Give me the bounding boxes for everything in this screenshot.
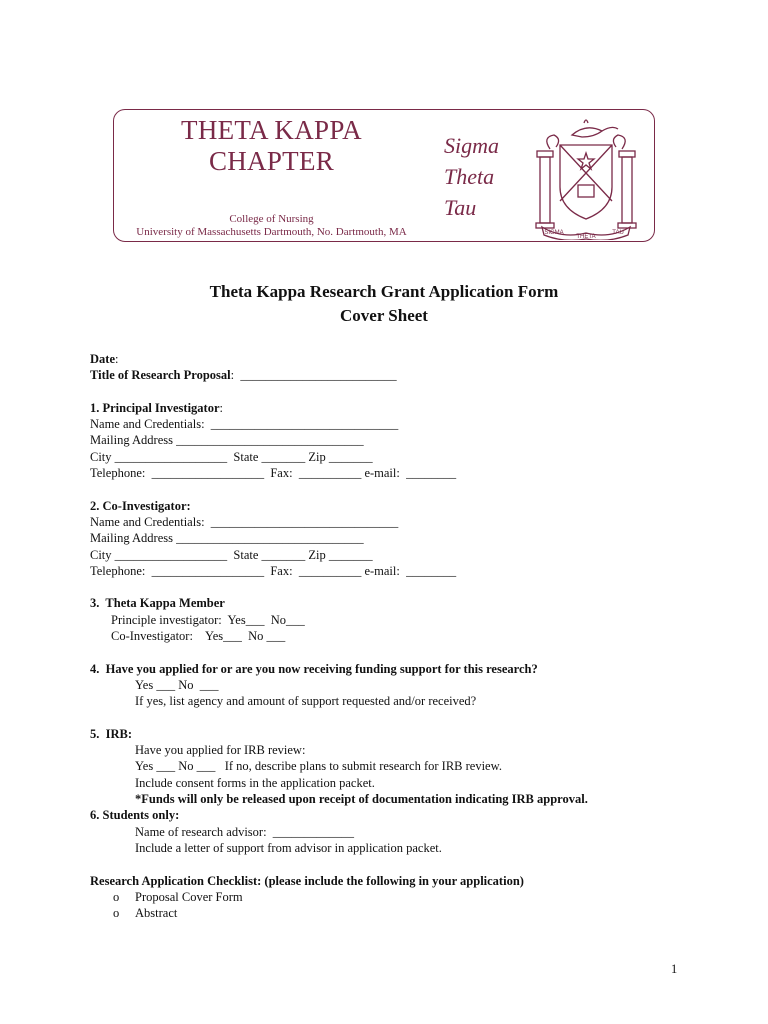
proposal-title-field: : _________________________: [230, 368, 397, 383]
section5-heading: 5. IRB:: [90, 726, 133, 741]
crest-label-sigma: SIGMA: [544, 230, 564, 236]
chapter-name-line1: THETA KAPPA: [181, 115, 362, 145]
funding-yesno-field: Yes ___ No ___: [135, 677, 219, 692]
funding-ifyes-text: If yes, list agency and amount of support requested and/or received?: [135, 694, 477, 709]
proposal-title-label: Title of Research Proposal: [90, 368, 231, 383]
proposal-title-line: [90, 367, 730, 383]
pi-name-field: Name and Credentials: ______________________________: [90, 417, 399, 432]
form-body: [90, 351, 730, 921]
irb-consent-text: Include consent forms in the application packet.: [135, 775, 375, 790]
irb-yesno-field: Yes ___ No ___ If no, describe plans to submit research for IRB review.: [135, 759, 502, 774]
university-name: University of Massachusetts Dartmouth, No. Dartmouth, MA: [136, 226, 407, 238]
co-city-field: City __________________ State _______ Zip _______: [90, 547, 373, 562]
society-name-line2: Theta: [444, 164, 495, 189]
co-name-field: Name and Credentials: ______________________________: [90, 514, 399, 529]
form-subtitle: Cover Sheet: [340, 306, 428, 325]
date-line: [90, 351, 730, 367]
form-title: Theta Kappa Research Grant Application Form: [209, 282, 559, 301]
member-principle-field: Principle investigator: Yes___ No___: [111, 612, 305, 627]
society-name: [444, 130, 499, 223]
advisor-letter-text: Include a letter of support from advisor in application packet.: [135, 840, 442, 855]
pi-telephone-field: Telephone: __________________ Fax: __________ e-mail: ________: [90, 466, 457, 481]
irb-funds-note: *Funds will only be released upon receipt of documentation indicating IRB approval.: [135, 792, 588, 807]
pi-city-field: City __________________ State _______ Zip _______: [90, 449, 373, 464]
date-suffix: :: [115, 352, 119, 366]
sigma-theta-tau-crest-icon: [532, 115, 640, 240]
bullet-icon: o: [113, 906, 120, 921]
checklist-item-label: Abstract: [135, 906, 178, 921]
irb-question: Have you applied for IRB review:: [135, 743, 306, 758]
section6-heading: 6. Students only:: [90, 808, 180, 823]
society-name-line3: Tau: [444, 195, 477, 220]
co-telephone-field: Telephone: __________________ Fax: __________ e-mail: ________: [90, 563, 457, 578]
pi-heading: 1. Principal Investigator: [90, 400, 220, 415]
college-name: College of Nursing: [229, 213, 314, 225]
society-name-line1: Sigma: [444, 133, 499, 158]
section2-heading: 2. Co-Investigator:: [90, 498, 191, 513]
bullet-icon: o: [113, 889, 120, 904]
checklist-item: [90, 889, 730, 905]
member-co-field: Co-Investigator: Yes___ No ___: [111, 629, 286, 644]
page-number: 1: [671, 962, 678, 976]
advisor-name-field: Name of research advisor: _____________: [135, 824, 355, 839]
pi-heading-suffix: :: [219, 400, 223, 415]
chapter-banner: [113, 109, 655, 242]
crest-label-theta: THETA: [576, 234, 596, 240]
checklist-heading: Research Application Checklist: (please include the following in your application): [90, 873, 524, 888]
chapter-name-line2: CHAPTER: [208, 146, 335, 176]
section4-heading: 4. Have you applied for or are you now receiving funding support for this research?: [90, 661, 538, 676]
co-mailing-field: Mailing Address ______________________________: [90, 531, 364, 546]
checklist-item: [90, 905, 730, 921]
pi-mailing-field: Mailing Address ______________________________: [90, 433, 364, 448]
date-label: Date: [90, 352, 115, 366]
checklist-item-label: Proposal Cover Form: [135, 889, 243, 904]
section3-heading: 3. Theta Kappa Member: [90, 596, 225, 611]
section1-heading: [90, 400, 730, 416]
crest-label-tau: TAU: [612, 230, 624, 236]
